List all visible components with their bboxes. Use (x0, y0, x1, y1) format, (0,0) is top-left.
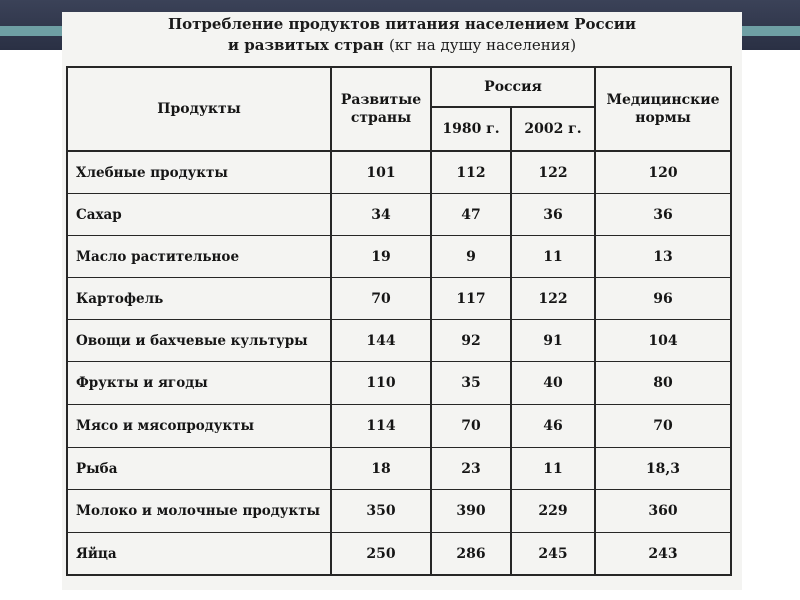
cell-norm: 360 (648, 503, 678, 519)
cell-1980: 47 (461, 206, 481, 223)
cell-developed: 19 (371, 248, 391, 265)
cell-norm: 13 (653, 248, 673, 265)
cell-norm: 96 (653, 290, 673, 307)
header-products: Продукты (157, 101, 241, 117)
cell-1980: 9 (466, 248, 476, 265)
cell-developed: 34 (371, 206, 391, 223)
cell-1980: 112 (456, 164, 486, 181)
row-product: Картофель (76, 290, 164, 307)
cell-developed: 70 (371, 290, 391, 307)
cell-norm: 104 (648, 332, 678, 349)
header-developed: Развитые страны (340, 92, 422, 126)
cell-developed: 144 (366, 332, 396, 349)
row-product: Хлебные продукты (76, 164, 228, 181)
header-norms: Медицинские нормы (606, 92, 720, 126)
cell-norm: 243 (648, 545, 678, 562)
cell-2002: 91 (543, 332, 563, 349)
cell-1980: 92 (461, 332, 481, 349)
cell-developed: 250 (366, 545, 396, 562)
cell-1980: 117 (456, 290, 486, 307)
cell-developed: 350 (366, 503, 396, 519)
cell-1980: 23 (461, 460, 481, 477)
cell-2002: 122 (538, 164, 568, 181)
cell-2002: 36 (543, 206, 563, 223)
header-year-1980: 1980 г. (442, 121, 500, 137)
cell-2002: 46 (543, 418, 563, 434)
cell-developed: 101 (366, 164, 396, 181)
cell-1980: 286 (456, 545, 486, 562)
header-russia: Россия (484, 79, 542, 95)
cell-1980: 70 (461, 418, 481, 434)
cell-2002: 122 (538, 290, 568, 307)
slide-accent-left (0, 26, 64, 36)
cell-2002: 245 (538, 545, 568, 562)
cell-norm: 120 (648, 164, 678, 181)
cell-norm: 70 (653, 418, 673, 434)
row-product: Фрукты и ягоды (76, 375, 208, 391)
row-product: Мясо и мясопродукты (76, 418, 255, 434)
cell-2002: 11 (543, 248, 563, 265)
table-title (62, 14, 742, 56)
cell-norm: 36 (653, 206, 673, 223)
title-line-2 (62, 35, 742, 56)
cell-developed: 110 (366, 375, 396, 391)
row-product: Овощи и бахчевые культуры (76, 332, 308, 349)
cell-1980: 390 (456, 503, 486, 519)
slide-accent-right (742, 26, 800, 36)
cell-developed: 18 (371, 460, 391, 477)
header-year-2002: 2002 г. (524, 121, 582, 137)
row-product: Сахар (76, 206, 122, 223)
cell-norm: 80 (653, 375, 673, 391)
cell-developed: 114 (366, 418, 396, 434)
cell-2002: 229 (538, 503, 568, 519)
cell-2002: 40 (543, 375, 563, 391)
title-line-2-main: и развитых стран (227, 36, 384, 54)
title-line-1: Потребление продуктов питания населением России (167, 15, 637, 33)
cell-norm: 18,3 (645, 460, 681, 477)
row-product: Масло растительное (76, 248, 240, 265)
cell-1980: 35 (461, 375, 481, 391)
cell-2002: 11 (543, 460, 563, 477)
title-line-2-note: (кг на душу населения) (388, 36, 577, 54)
row-product: Рыба (76, 460, 118, 477)
row-product: Молоко и молочные продукты (76, 503, 321, 519)
row-product: Яйца (76, 545, 117, 562)
